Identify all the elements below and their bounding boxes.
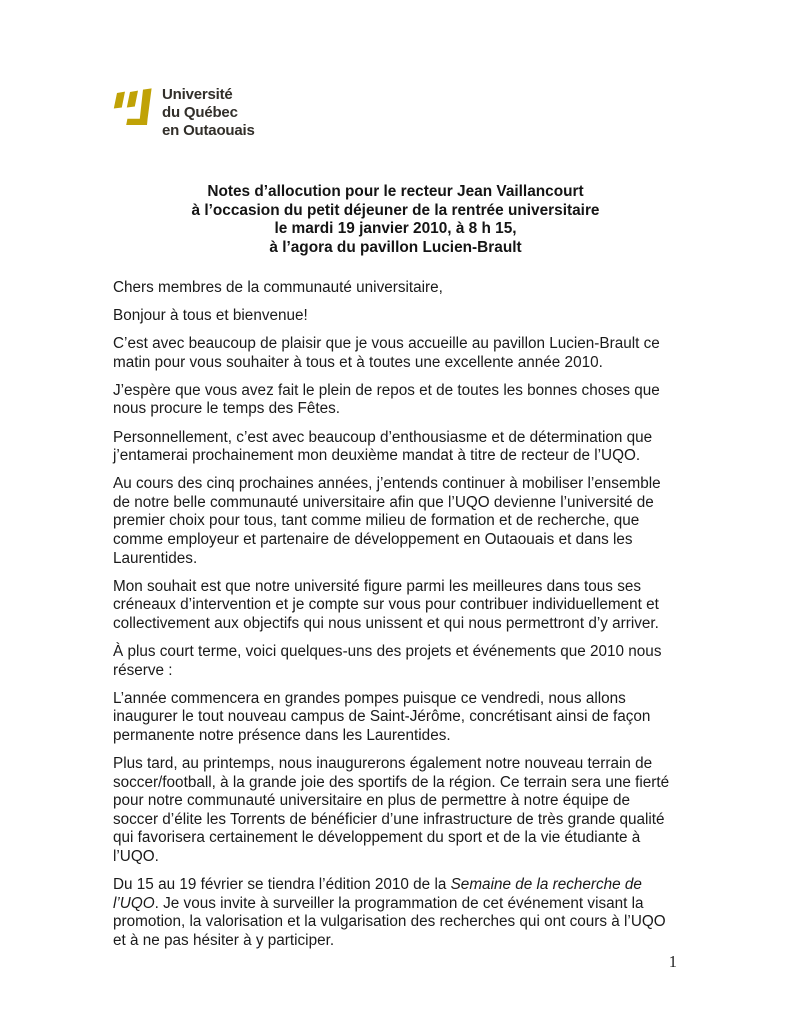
text-run: L’année commencera en grandes pompes puisque ce vendredi, nous allons inaugurer le tout nouveau campus de Saint-Jérôme, concrétisant ainsi de façon permanente notre présence dans les Laurentides. — [113, 689, 651, 744]
paragraph — [113, 876, 679, 950]
paragraph — [113, 690, 679, 746]
text-run: Bonjour à tous et bienvenue! — [113, 307, 308, 325]
paragraph — [113, 475, 679, 568]
paragraph — [113, 578, 679, 634]
paragraph — [113, 643, 679, 680]
paragraph — [113, 335, 679, 372]
text-run: Chers membres de la communauté universitaire, — [113, 279, 443, 296]
text-line: en Outaouais — [162, 122, 255, 139]
italic-text-run: Semaine de la recherche de l’UQO — [113, 876, 642, 912]
paragraph — [113, 307, 679, 326]
uqo-logo-icon — [113, 85, 153, 129]
text-line: du Québec — [162, 104, 238, 121]
text-run: . Je vous invite à surveiller la programmation de cet événement visant la promotion, la valorisation et la vulgarisation des recherches qui ont cours à l’UQO et à ne pas hésiter à y participer. — [113, 894, 666, 949]
text-run: J’espère que vous avez fait le plein de repos et de toutes les bonnes choses que nous procure le temps des Fêtes. — [113, 381, 660, 418]
text-run: C’est avec beaucoup de plaisir que je vous accueille au pavillon Lucien-Brault ce matin pour vous souhaiter à tous et à toutes une excellente année 2010. — [113, 335, 660, 371]
text-run: À plus court terme, voici quelques-uns des projets et événements que 2010 nous réserve : — [113, 643, 662, 679]
text-line: à l’agora du pavillon Lucien-Brault — [269, 238, 522, 256]
logo-wordmark — [162, 85, 255, 140]
paragraph — [113, 429, 679, 466]
text-line: Notes d’allocution pour le recteur Jean Vaillancourt — [207, 183, 584, 200]
text-run: Mon souhait est que notre université figure parmi les meilleures dans tous ses créneaux d’intervention et je compte sur vous pour contribuer individuellement et collectivement aux objectifs qui nous unissent et qui nous permettront d’y arriver. — [113, 577, 659, 632]
text-run: Au cours des cinq prochaines années, j’entends continuer à mobiliser l’ensemble de notre belle communauté universitaire afin que l’UQO devienne l’université de premier choix pour tous, tant comme milieu de formation et de recherche, que comme employeur et partenaire de développement en Outaouais et dans les Laurentides. — [113, 475, 661, 567]
text-line: à l’occasion du petit déjeuner de la rentrée universitaire — [191, 201, 600, 219]
uqo-logo — [113, 85, 255, 140]
document-title — [0, 183, 791, 257]
paragraph — [113, 279, 679, 298]
text-line: Université — [162, 86, 233, 103]
paragraph — [113, 755, 679, 867]
text-run: Du 15 au 19 février se tiendra l’édition 2010 de la — [113, 876, 451, 894]
page-number: 1 — [668, 952, 677, 971]
text-line: le mardi 19 janvier 2010, à 8 h 15, — [274, 220, 517, 238]
logo-mark-bars — [114, 88, 152, 125]
paragraph — [113, 382, 679, 419]
document-body — [113, 279, 679, 960]
text-run: Plus tard, au printemps, nous inaugurerons également notre nouveau terrain de soccer/football, à la grande joie des sportifs de la région. Ce terrain sera une fierté pour notre communauté universitaire en plus de permettre à notre équipe de soccer d’élite les Torrents de bénéficier d’une infrastructure de très grande qualité qui favorisera certainement le développement du sport et de la vie étudiante à l’UQO. — [113, 754, 670, 865]
text-run: Personnellement, c’est avec beaucoup d’enthousiasme et de détermination que j’entamerai prochainement mon deuxième mandat à titre de recteur de l’UQO. — [113, 428, 653, 465]
